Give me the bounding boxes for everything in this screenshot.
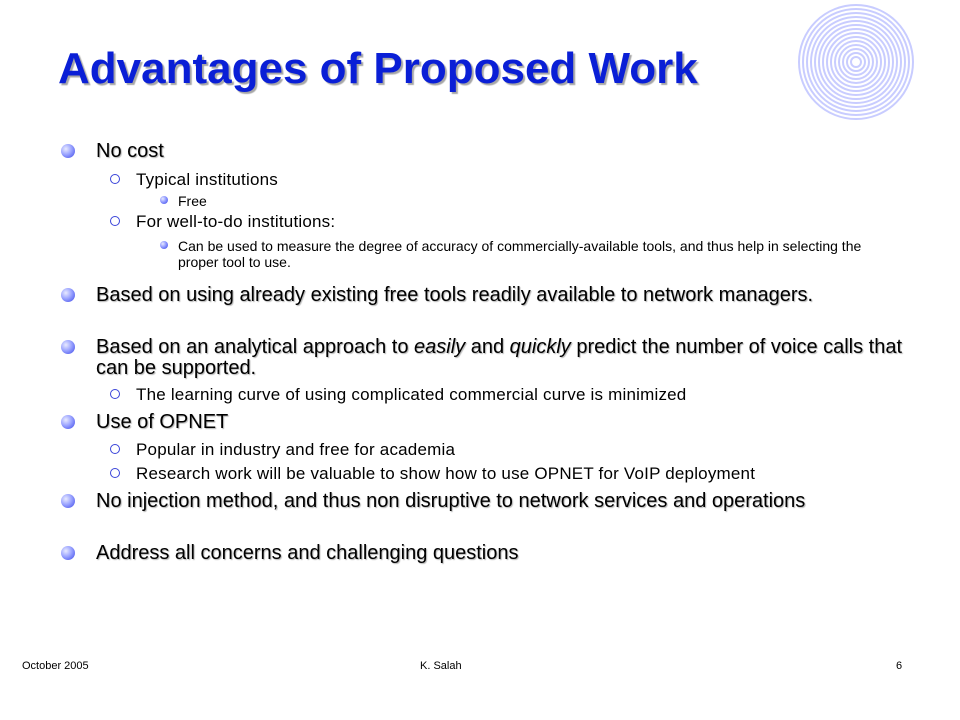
bullet-text-mid: and <box>465 336 510 358</box>
small-dot-icon <box>160 241 168 249</box>
bullet-text: Popular in industry and free for academia <box>136 440 456 459</box>
bullet-dot-icon <box>61 340 75 354</box>
footer-author: K. Salah <box>420 660 462 672</box>
ring-bullet-icon <box>110 468 120 478</box>
bullet-text: Can be used to measure the degree of accuracy of commercially-available tools, and thus help in selecting the proper tool to use. <box>178 238 862 270</box>
bullet-no-injection <box>96 491 906 512</box>
bullet-text: Use of OPNET <box>96 411 229 433</box>
slide-title: Advantages of Proposed Work <box>58 44 698 93</box>
bullet-dot-icon <box>61 546 75 560</box>
small-dot-icon <box>160 196 168 204</box>
sub-bullet-typical-institutions <box>136 170 916 190</box>
bullet-text: No cost <box>96 140 164 162</box>
footer-page-number: 6 <box>896 660 903 672</box>
bullet-analytical-approach <box>96 337 906 379</box>
bullet-dot-icon <box>61 288 75 302</box>
bullet-dot-icon <box>61 144 75 158</box>
decorative-circles-icon <box>794 0 924 140</box>
sub-bullet-research-work <box>136 464 916 484</box>
bullet-text: Research work will be valuable to show how to use OPNET for VoIP deployment <box>136 464 756 483</box>
bullet-text: For well-to-do institutions: <box>136 212 336 231</box>
bullet-use-of-opnet <box>96 412 906 433</box>
sub-sub-bullet-free <box>178 193 878 209</box>
ring-bullet-icon <box>110 444 120 454</box>
bullet-free-tools <box>96 285 906 306</box>
footer-date: October 2005 <box>22 660 89 672</box>
sub-bullet-popular-in-industry <box>136 440 916 460</box>
ring-bullet-icon <box>110 174 120 184</box>
bullet-dot-icon <box>61 494 75 508</box>
sub-bullet-well-to-do <box>136 212 916 232</box>
bullet-text: Based on using already existing free tools readily available to network managers. <box>96 284 814 306</box>
bullet-text: Free <box>178 193 207 209</box>
bullet-text-emphasis-quickly: quickly <box>509 336 571 358</box>
bullet-text: Typical institutions <box>136 170 278 189</box>
bullet-dot-icon <box>61 415 75 429</box>
bullet-text-pre: Based on an analytical approach to <box>96 336 414 358</box>
bullet-text: Address all concerns and challenging questions <box>96 542 519 564</box>
sub-sub-bullet-measure-accuracy <box>178 238 878 270</box>
bullet-address-concerns <box>96 543 906 564</box>
bullet-text-emphasis-easily: easily <box>414 336 466 358</box>
ring-bullet-icon <box>110 389 120 399</box>
bullet-text: The learning curve of using complicated commercial curve is minimized <box>136 385 687 404</box>
ring-bullet-icon <box>110 216 120 226</box>
sub-bullet-learning-curve <box>136 385 916 405</box>
bullet-text: No injection method, and thus non disruptive to network services and operations <box>96 490 806 512</box>
bullet-no-cost <box>96 141 906 162</box>
bullet-text-post: predict the number of voice calls that can be supported. <box>96 336 903 379</box>
